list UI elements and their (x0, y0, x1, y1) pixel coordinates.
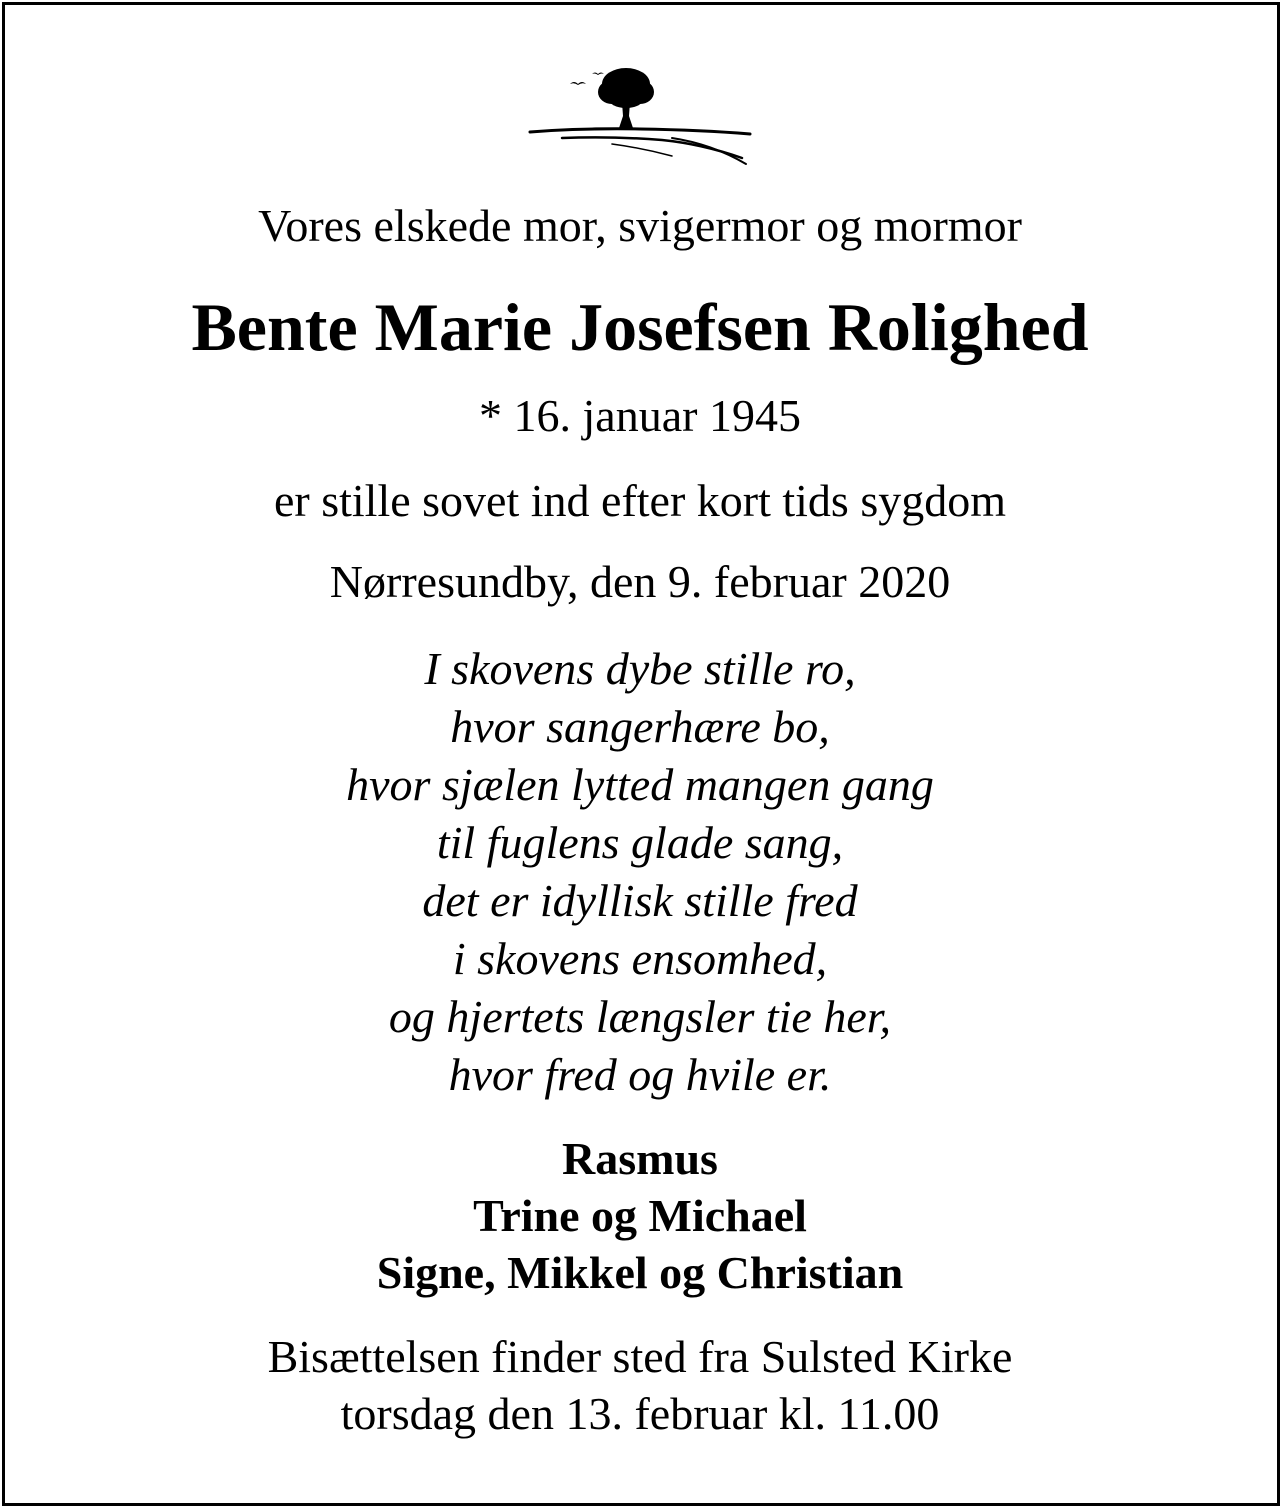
passing-line: er stille sovet ind efter kort tids sygdom (273, 475, 1007, 526)
poem-line: til fuglens glade sang, (436, 817, 844, 868)
place-and-date: Nørresundby, den 9. februar 2020 (329, 556, 951, 607)
tree-landscape-icon (522, 58, 758, 170)
poem-line: hvor sjælen lytted mangen gang (346, 759, 934, 810)
poem-line: I skovens dybe stille ro, (424, 643, 856, 694)
poem (0, 640, 1280, 1104)
poem-line: i skovens ensomhed, (452, 933, 828, 984)
family-names (0, 1130, 1280, 1301)
service-line: torsdag den 13. februar kl. 11.00 (340, 1388, 940, 1439)
poem-line: og hjertets længsler tie her, (388, 991, 892, 1042)
poem-line: det er idyllisk stille fred (422, 875, 858, 926)
birth-date: * 16. januar 1945 (479, 390, 801, 441)
family-line: Trine og Michael (473, 1190, 807, 1241)
poem-line: hvor sangerhære bo, (450, 701, 830, 752)
family-line: Signe, Mikkel og Christian (376, 1247, 904, 1298)
family-line: Rasmus (562, 1133, 718, 1184)
deceased-name: Bente Marie Josefsen Rolighed (191, 289, 1089, 365)
poem-line: hvor fred og hvile er. (448, 1049, 832, 1100)
service-notice (0, 1328, 1280, 1442)
intro-line: Vores elskede mor, svigermor og mormor (258, 200, 1022, 251)
service-line: Bisættelsen finder sted fra Sulsted Kirke (267, 1331, 1013, 1382)
